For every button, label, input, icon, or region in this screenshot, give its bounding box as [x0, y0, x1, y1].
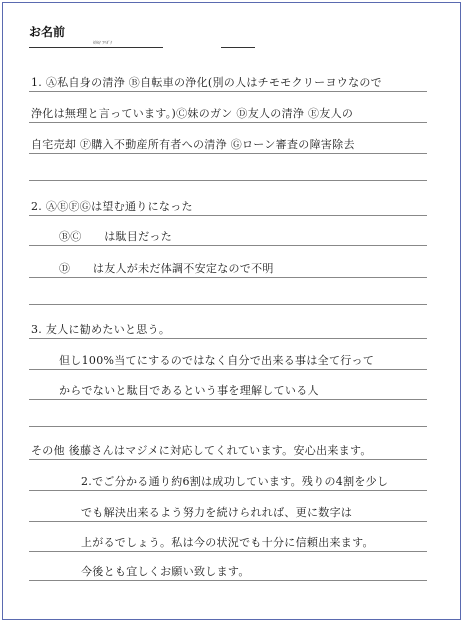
ruled-line — [29, 459, 427, 460]
ruled-line — [29, 580, 427, 581]
section-3-line-3: からでないと駄目であるという事を理解している人 — [59, 384, 319, 397]
section-1-line-2: 浄化は無理と言っています。)Ⓒ妹のガン Ⓓ友人の清浄 Ⓔ友人の — [31, 107, 354, 120]
ruled-line — [29, 369, 427, 370]
other-line-1: その他 後藤さんはマジメに対応してくれています。安心出来ます。 — [31, 444, 372, 457]
ruled-line — [29, 551, 427, 552]
name-reading-label: ｶﾀｶﾅ ﾌﾘｶﾞﾅ — [93, 40, 113, 45]
ruled-line — [29, 338, 427, 339]
ruled-line — [29, 122, 427, 123]
form-frame — [2, 2, 461, 620]
ruled-line — [29, 245, 427, 246]
section-2-line-1: 2. ⒶⒺⒻⒼは望む通りになった — [31, 200, 193, 213]
ruled-line — [29, 153, 427, 154]
ruled-line — [29, 180, 427, 181]
ruled-line — [29, 215, 427, 216]
section-2-line-2: ⒷⒸ は駄目だった — [59, 230, 172, 243]
section-3-line-2: 但し100%当てにするのではなく自分で出来る事は全て行って — [59, 354, 375, 367]
name-field-line-2 — [221, 47, 255, 48]
other-line-2: 2.でご分かる通り約6割は成功しています。残りの4割を少し — [81, 475, 389, 488]
ruled-line — [29, 91, 427, 92]
section-2-line-3: Ⓓ は友人が未だ体調不安定なので不明 — [59, 262, 274, 275]
ruled-line — [29, 521, 427, 522]
section-3-line-1: 3. 友人に勧めたいと思う。 — [31, 323, 171, 336]
ruled-line — [29, 277, 427, 278]
section-1-line-3: 自宅売却 Ⓕ購入不動産所有者への清浄 Ⓖローン審査の障害除去 — [31, 138, 355, 151]
other-line-5: 今後とも宜しくお願い致します。 — [81, 565, 250, 578]
other-line-3: でも解決出来るよう努力を続けられれば、更に数字は — [81, 506, 353, 519]
section-1-line-1: 1. Ⓐ私自身の清浄 Ⓑ自転車の浄化(別の人はチモモクリーヨウなので — [31, 76, 382, 89]
ruled-line — [29, 304, 427, 305]
ruled-line — [29, 426, 427, 427]
ruled-line — [29, 399, 427, 400]
name-label: お名前 — [29, 25, 66, 39]
name-field-line — [29, 47, 163, 48]
other-line-4: 上がるでしょう。私は今の状況でも十分に信頼出来ます。 — [81, 536, 374, 549]
ruled-line — [29, 490, 427, 491]
